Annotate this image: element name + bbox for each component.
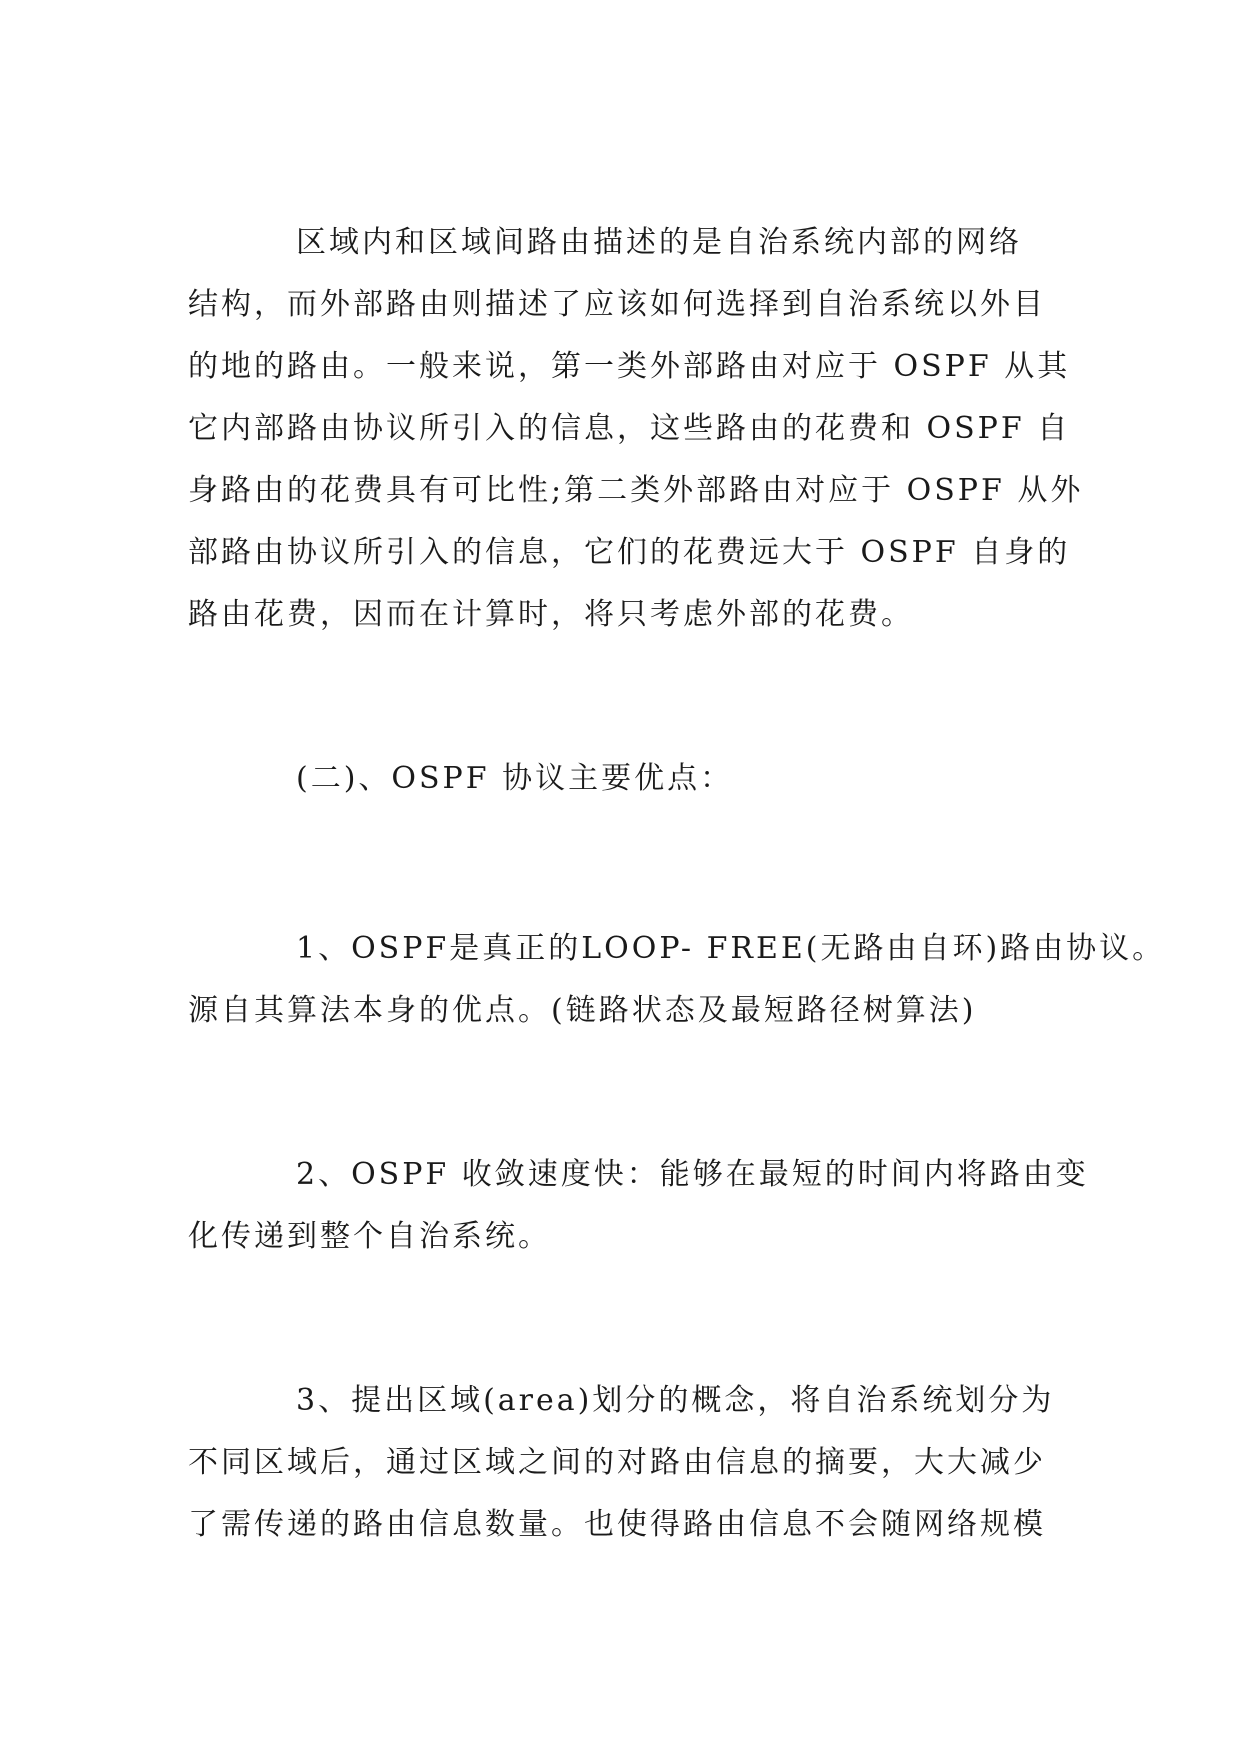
text-line: 路由花费，因而在计算时，将只考虑外部的花费。 bbox=[188, 597, 914, 632]
section-heading bbox=[188, 748, 1058, 810]
text-line: 的地的路由。一般来说，第一类外部路由对应于 OSPF 从其 bbox=[188, 349, 1071, 384]
text-line: 源自其算法本身的优点。(链路状态及最短路径树算法) bbox=[188, 993, 977, 1028]
text-line: 3、提出区域(area)划分的概念，将自治系统划分为 bbox=[296, 1383, 1055, 1418]
paragraph-point-3 bbox=[188, 1370, 1058, 1556]
paragraph-point-2 bbox=[188, 1144, 1089, 1268]
text-line: 部路由协议所引入的信息，它们的花费远大于 OSPF 自身的 bbox=[188, 535, 1071, 570]
text-line: 身路由的花费具有可比性;第二类外部路由对应于 OSPF 从外 bbox=[188, 473, 1084, 508]
heading-text: (二)、OSPF 协议主要优点： bbox=[296, 761, 734, 796]
text-line: 不同区域后，通过区域之间的对路由信息的摘要，大大减少 bbox=[188, 1445, 1046, 1480]
text-line: 了需传递的路由信息数量。也使得路由信息不会随网络规模 bbox=[188, 1507, 1046, 1542]
text-line: 区域内和区域间路由描述的是自治系统内部的网络 bbox=[296, 225, 1022, 260]
text-line: 2、OSPF 收敛速度快：能够在最短的时间内将路由变 bbox=[296, 1157, 1089, 1192]
text-line: 它内部路由协议所引入的信息，这些路由的花费和 OSPF 自 bbox=[188, 411, 1071, 446]
text-line: 化传递到整个自治系统。 bbox=[188, 1219, 551, 1254]
text-line: 结构，而外部路由则描述了应该如何选择到自治系统以外目 bbox=[188, 287, 1046, 322]
text-line: 1、OSPF是真正的LOOP- FREE(无路由自环)路由协议。 bbox=[296, 931, 1166, 966]
paragraph-route-types bbox=[188, 212, 1084, 646]
paragraph-point-1 bbox=[188, 918, 1166, 1042]
